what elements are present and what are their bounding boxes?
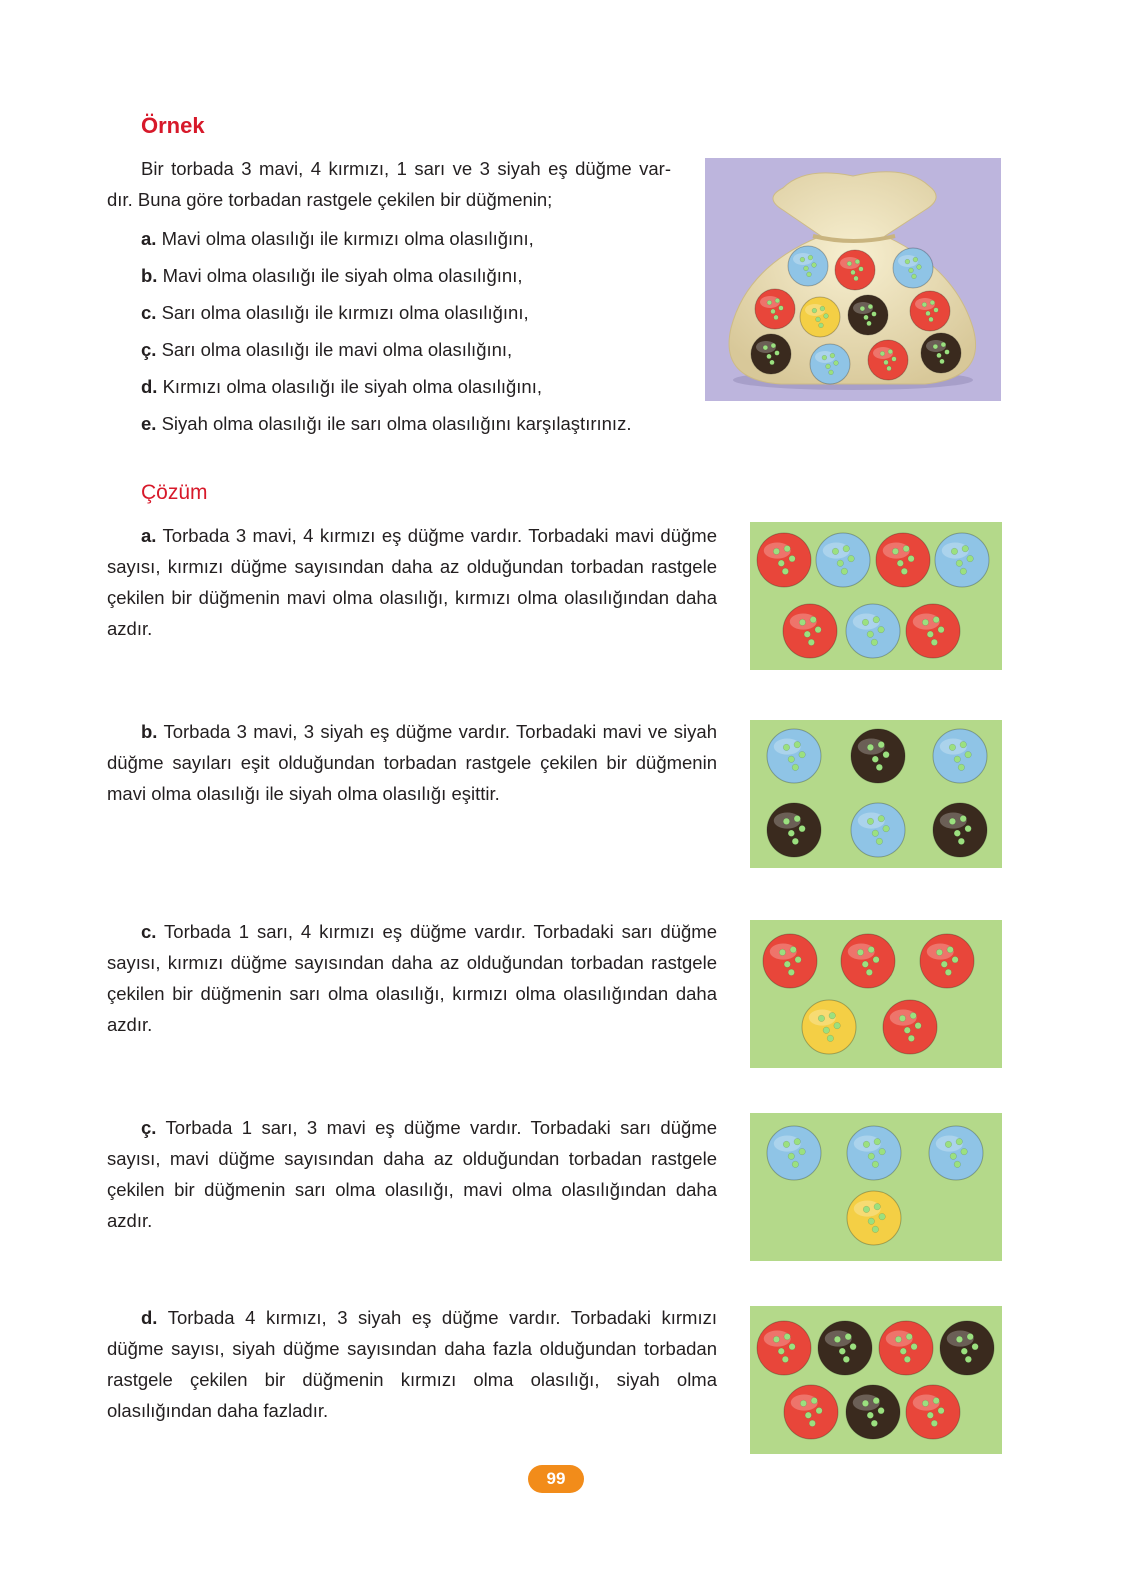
page-number: 99: [528, 1465, 584, 1493]
question-item: d. Kırmızı olma olasılığı ile siyah olma olasılığını,: [141, 376, 542, 397]
black-button-icon: [933, 803, 987, 857]
yellow-button-icon: [800, 297, 840, 337]
black-button-icon: [851, 729, 905, 783]
solution-item-cc: ç. Torbada 1 sarı, 3 mavi eş düğme vardır. Torbadaki sarı düğme sayısı, mavi düğme sayısından daha az olduğundan torbadan rastgele çekilen bir düğmenin sarı olma olasılığı, mavi olma olasılığından daha azdır.: [107, 1117, 717, 1231]
black-button-icon: [751, 334, 791, 374]
solution-item-a: a. Torbada 3 mavi, 4 kırmızı eş düğme vardır. Torbadaki mavi düğme sayısı, kırmızı düğme sayısından daha az olduğundan torbadan rastgele çekilen bir düğmenin mavi olma olasılığı, kırmızı olma olasılığından daha azdır.: [107, 525, 717, 639]
buttons-panel-a: [750, 522, 1002, 670]
red-button-icon: [841, 934, 895, 988]
buttons-panel-c: [750, 920, 1002, 1068]
red-button-icon: [876, 533, 930, 587]
example-intro: Bir torbada 3 mavi, 4 kırmızı, 1 sarı ve 3 siyah eş düğme var- dır. Buna göre torbadan rastgele çekilen bir düğmenin;: [107, 158, 671, 210]
blue-button-icon: [767, 729, 821, 783]
blue-button-icon: [929, 1126, 983, 1180]
black-button-icon: [921, 333, 961, 373]
red-button-icon: [868, 340, 908, 380]
red-button-icon: [763, 934, 817, 988]
yellow-button-icon: [847, 1191, 901, 1245]
red-button-icon: [757, 533, 811, 587]
red-button-icon: [920, 934, 974, 988]
blue-button-icon: [816, 533, 870, 587]
blue-button-icon: [933, 729, 987, 783]
question-item: e. Siyah olma olasılığı ile sarı olma olasılığını karşılaştırınız.: [141, 413, 632, 434]
solution-item-b: b. Torbada 3 mavi, 3 siyah eş düğme vardır. Torbadaki mavi ve siyah düğme sayıları eşit olduğundan torbadan rastgele çekilen bir düğmenin mavi olma olasılığı ile siyah olma olasılığı eşittir.: [107, 721, 717, 804]
black-button-icon: [846, 1385, 900, 1439]
buttons-panel-cc: [750, 1113, 1002, 1261]
blue-button-icon: [893, 248, 933, 288]
example-heading: Örnek: [141, 113, 205, 138]
blue-button-icon: [788, 246, 828, 286]
red-button-icon: [906, 1385, 960, 1439]
question-item: c. Sarı olma olasılığı ile kırmızı olma olasılığını,: [141, 302, 529, 323]
red-button-icon: [883, 1000, 937, 1054]
red-button-icon: [879, 1321, 933, 1375]
black-button-icon: [940, 1321, 994, 1375]
buttons-panel-b: [750, 720, 1002, 868]
blue-button-icon: [810, 344, 850, 384]
bag-drawing: [705, 158, 1001, 401]
blue-button-icon: [851, 803, 905, 857]
blue-button-icon: [935, 533, 989, 587]
solution-item-c: c. Torbada 1 sarı, 4 kırmızı eş düğme vardır. Torbadaki sarı düğme sayısı, kırmızı düğme sayısından daha az olduğundan torbadan rastgele çekilen bir düğmenin sarı olma olasılığı, kırmızı olma olasılığından daha azdır.: [107, 921, 717, 1035]
red-button-icon: [755, 289, 795, 329]
red-button-icon: [784, 1385, 838, 1439]
red-button-icon: [906, 604, 960, 658]
black-button-icon: [818, 1321, 872, 1375]
question-item: b. Mavi olma olasılığı ile siyah olma olasılığını,: [141, 265, 523, 286]
question-item: ç. Sarı olma olasılığı ile mavi olma olasılığını,: [141, 339, 513, 360]
red-button-icon: [783, 604, 837, 658]
question-item: a. Mavi olma olasılığı ile kırmızı olma olasılığını,: [141, 228, 534, 249]
blue-button-icon: [847, 1126, 901, 1180]
black-button-icon: [767, 803, 821, 857]
red-button-icon: [835, 250, 875, 290]
red-button-icon: [757, 1321, 811, 1375]
solution-item-d: d. Torbada 4 kırmızı, 3 siyah eş düğme vardır. Torbadaki kırmızı düğme sayısı, siyah düğme sayısından daha fazla olduğundan torbadan rastgele çekilen bir düğmenin kırmızı olma olasılığı, siyah olma olasılığından daha fazladır.: [107, 1307, 717, 1421]
button-bag-illustration: [705, 158, 1001, 401]
blue-button-icon: [846, 604, 900, 658]
yellow-button-icon: [802, 1000, 856, 1054]
red-button-icon: [910, 291, 950, 331]
solution-heading: Çözüm: [141, 481, 208, 504]
black-button-icon: [848, 295, 888, 335]
blue-button-icon: [767, 1126, 821, 1180]
buttons-panel-d: [750, 1306, 1002, 1454]
